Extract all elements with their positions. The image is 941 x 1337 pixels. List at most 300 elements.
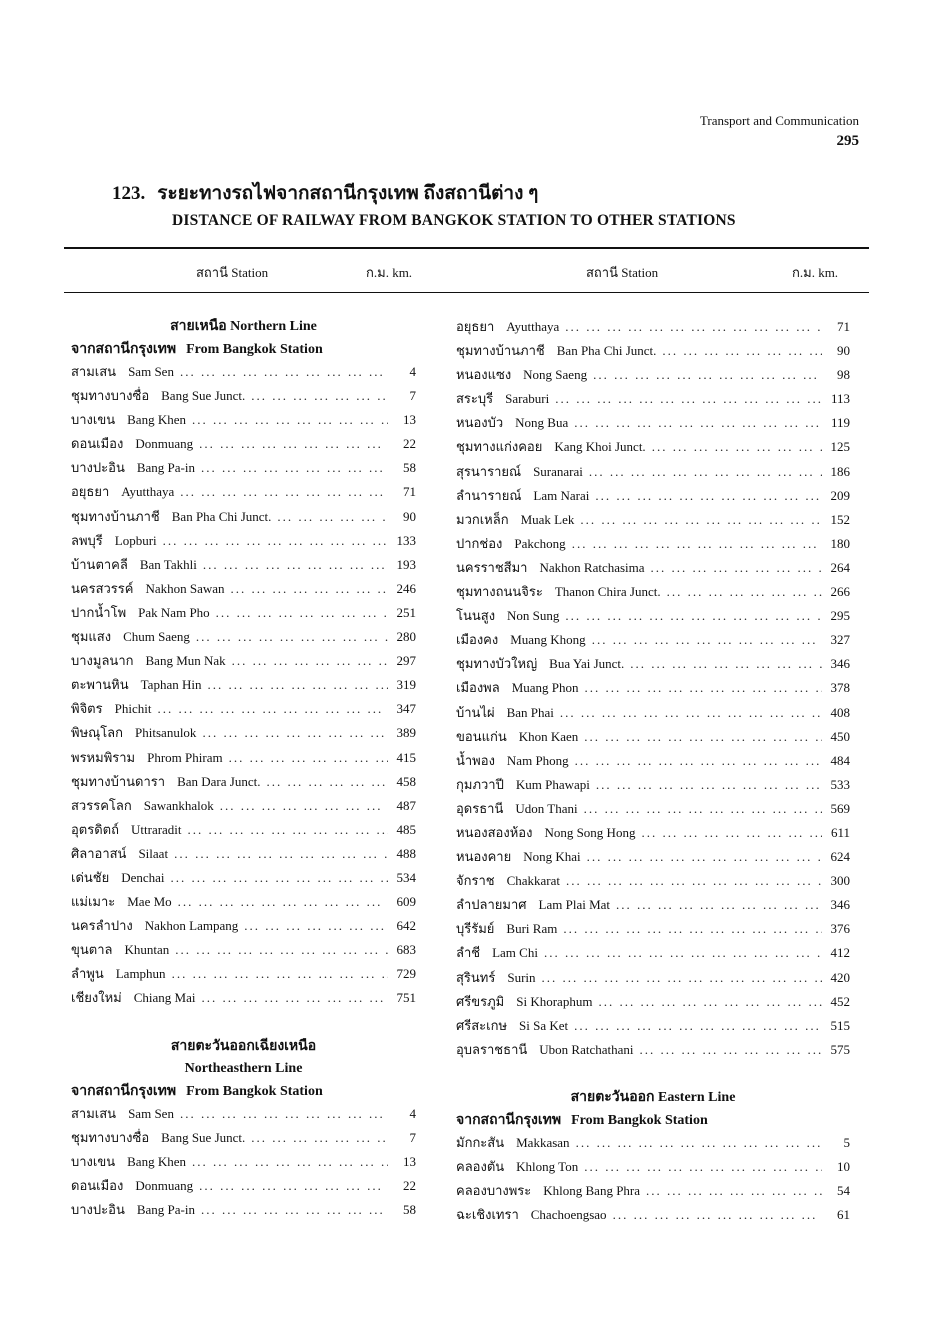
station-name-thai: บางเขน (71, 1153, 116, 1169)
leader-dots (251, 1130, 388, 1146)
northeastern-from-heading: จากสถานีกรุงเทพ From Bangkok Station (71, 1083, 323, 1099)
leader-dots (584, 729, 822, 745)
northeastern-line-heading-th: สายตะวันออกเฉียงเหนือ (170, 1038, 317, 1054)
leader-dots (201, 1202, 388, 1218)
station-name-thai: ชุมทางบัวใหญ่ (456, 656, 538, 672)
station-name-thai: พิษณุโลก (71, 725, 124, 741)
leader-dots (199, 1178, 388, 1194)
leader-dots (667, 584, 822, 600)
station-name-english: Donmuang (135, 1177, 194, 1193)
station-name-thai: ขอนแก่น (456, 728, 507, 744)
station-name-english: Phrom Phiram (147, 749, 223, 765)
station-row (71, 1151, 416, 1175)
distance-km: 54 (837, 1183, 850, 1199)
leader-dots (555, 391, 822, 407)
station-name-thai: บ้านตาคลี (71, 556, 128, 572)
station-name-thai: นครราชสีมา (456, 559, 528, 575)
leader-dots (574, 415, 822, 431)
station-name-english: Muang Phon (511, 680, 579, 696)
station-name-thai: เมืองพล (456, 680, 500, 696)
distance-km: 264 (830, 559, 850, 575)
station-row (71, 457, 416, 481)
distance-km: 71 (403, 484, 416, 500)
leader-dots (652, 439, 822, 455)
station-name-english: Si Khoraphum (516, 993, 593, 1009)
station-name-thai: ปากช่อง (456, 535, 503, 551)
distance-km: 119 (830, 415, 850, 431)
station-name-english: Pakchong (514, 535, 566, 551)
station-row (456, 629, 850, 653)
distance-km: 319 (396, 677, 416, 693)
distance-km: 327 (830, 632, 850, 648)
distance-km: 611 (830, 824, 850, 840)
station-row (71, 506, 416, 530)
station-name-english: Bua Yai Junct. (549, 656, 625, 672)
station-name-thai: น้ำพอง (456, 752, 495, 768)
station-row (71, 1199, 416, 1223)
distance-km: 4 (409, 1105, 416, 1121)
station-name-english: Uttraradit (131, 821, 182, 837)
station-name-english: Ban Dara Junct. (177, 773, 261, 789)
title-english: DISTANCE OF RAILWAY FROM BANGKOK STATION TO OTHER STATIONS (172, 212, 736, 229)
station-name-english: Chachoengsao (530, 1207, 607, 1223)
station-name-english: Thanon Chira Junct. (554, 584, 661, 600)
station-row (71, 843, 416, 867)
distance-km: 186 (830, 463, 850, 479)
leader-dots (575, 753, 822, 769)
leader-dots (251, 388, 388, 404)
station-name-english: Nong Saeng (523, 367, 588, 383)
station-name-thai: ศรีสะเกษ (456, 1017, 508, 1033)
station-row (71, 867, 416, 891)
northeastern-line-heading-en: Northeasthern Line (184, 1060, 303, 1076)
right-column (456, 316, 850, 1228)
station-row (456, 1132, 850, 1156)
station-name-english: Suranarai (533, 463, 583, 479)
leader-dots (180, 484, 388, 500)
leader-dots (199, 436, 388, 452)
station-row (456, 991, 850, 1015)
station-name-thai: นครลำปาง (71, 918, 133, 934)
distance-km: 378 (830, 680, 850, 696)
station-name-thai: อยุธยา (71, 484, 110, 500)
leader-dots (180, 1106, 388, 1122)
distance-km: 10 (837, 1159, 850, 1174)
leader-dots (651, 560, 822, 576)
distance-km: 295 (830, 608, 850, 624)
station-row (456, 653, 850, 677)
leader-dots (231, 581, 388, 597)
station-row (456, 798, 850, 822)
station-row (71, 722, 416, 746)
col-head-km-right: ก.ม. km. (792, 265, 839, 280)
station-row (456, 340, 850, 364)
distance-km: 346 (830, 897, 850, 913)
distance-km: 729 (396, 966, 416, 982)
distance-km: 534 (396, 869, 416, 885)
distance-km: 7 (409, 1129, 416, 1145)
station-name-thai: หนองแซง (456, 367, 512, 383)
station-name-thai: คลองบางพระ (456, 1183, 532, 1199)
distance-km: 251 (396, 604, 416, 620)
station-row (71, 674, 416, 698)
station-name-english: Nakhon Lampang (144, 918, 239, 934)
station-name-thai: หนองสองห้อง (456, 824, 533, 840)
table-number: 123. (112, 183, 146, 204)
station-row (456, 1015, 850, 1039)
station-row (456, 581, 850, 605)
distance-km: 5 (843, 1134, 850, 1150)
station-name-thai: เมืองคง (456, 632, 499, 648)
distance-km: 300 (830, 873, 850, 889)
station-name-thai: สามเสน (71, 1105, 117, 1121)
distance-km: 58 (403, 460, 416, 476)
station-name-thai: สระบุรี (456, 391, 494, 407)
station-row (71, 530, 416, 554)
distance-km: 246 (396, 580, 416, 596)
station-name-english: Nakhon Ratchasima (539, 559, 645, 575)
northern-rows (71, 361, 416, 1012)
eastern-rows (456, 1132, 850, 1228)
station-name-thai: สุรนารายณ์ (456, 463, 522, 479)
leader-dots (163, 533, 388, 549)
distance-km: 415 (396, 749, 416, 765)
station-name-thai: ขุนตาล (71, 942, 113, 958)
station-name-thai: ลำชี (456, 945, 481, 961)
distance-km: 485 (396, 821, 416, 837)
left-column (71, 316, 416, 1223)
station-row (71, 385, 416, 409)
eastern-line-heading: สายตะวันออก Eastern Line (570, 1089, 736, 1105)
station-name-english: Lopburi (114, 532, 157, 548)
station-name-thai: แม่เมาะ (71, 894, 116, 910)
leader-dots (266, 774, 388, 790)
station-name-english: Taphan Hin (140, 677, 202, 693)
leader-dots (196, 629, 388, 645)
distance-km: 412 (830, 945, 850, 961)
station-name-english: Chiang Mai (133, 990, 196, 1006)
station-name-thai: บ้านไผ่ (456, 704, 495, 720)
leader-dots (560, 705, 822, 721)
station-row (71, 361, 416, 385)
station-name-english: Si Sa Ket (519, 1017, 569, 1033)
col-head-km-left: ก.ม. km. (366, 265, 413, 280)
station-name-english: Saraburi (505, 391, 550, 407)
eastern-from-heading: จากสถานีกรุงเทพ From Bangkok Station (456, 1112, 708, 1128)
distance-km: 22 (403, 1177, 416, 1193)
leader-dots (216, 605, 388, 621)
station-name-english: Kum Phawapi (515, 776, 590, 792)
station-name-english: Chakkarat (506, 873, 561, 889)
station-name-thai: หนองบัว (456, 415, 504, 431)
distance-km: 113 (830, 391, 850, 407)
leader-dots (595, 488, 822, 504)
station-name-english: Bang Sue Junct. (161, 1129, 246, 1145)
station-name-thai: บุรีรัมย์ (456, 921, 495, 937)
station-name-thai: ดอนเมือง (71, 436, 124, 452)
station-name-english: Bang Mun Nak (145, 653, 226, 669)
leader-dots (592, 632, 822, 648)
distance-km: 280 (396, 629, 416, 645)
station-row (71, 771, 416, 795)
leader-dots (201, 460, 388, 476)
leader-dots (192, 1154, 388, 1170)
leader-dots (587, 849, 822, 865)
station-name-english: Donmuang (135, 436, 194, 452)
station-name-thai: ปากน้ำโพ (71, 604, 127, 620)
station-name-thai: กุมภวาปี (456, 776, 504, 792)
station-row (71, 819, 416, 843)
distance-km: 458 (396, 773, 416, 789)
station-name-english: Ban Pha Chi Junct. (556, 343, 657, 359)
distance-km: 98 (837, 367, 850, 383)
distance-km: 346 (830, 656, 850, 672)
station-name-thai: ชุมทางบางซื่อ (71, 388, 150, 404)
leader-dots (585, 680, 822, 696)
station-row (71, 602, 416, 626)
station-name-thai: พิจิตร (71, 701, 103, 717)
distance-km: 609 (396, 894, 416, 910)
station-name-thai: อยุธยา (456, 319, 495, 334)
title-thai: ระยะทางรถไฟจากสถานีกรุงเทพ ถึงสถานีต่าง ๆ (157, 183, 539, 204)
leader-dots (584, 801, 822, 817)
station-name-thai: อุดรธานี (456, 800, 504, 816)
leader-dots (174, 846, 388, 862)
leader-dots (175, 942, 388, 958)
station-row (71, 650, 416, 674)
leader-dots (662, 343, 822, 359)
station-name-thai: มวกเหล็ก (456, 511, 509, 527)
distance-km: 389 (396, 725, 416, 741)
station-row (456, 677, 850, 701)
distance-km: 347 (396, 701, 416, 717)
station-name-thai: พรหมพิราม (71, 749, 136, 765)
station-name-thai: ลำปลายมาศ (456, 897, 527, 913)
station-row (456, 726, 850, 750)
leader-dots (180, 364, 388, 380)
station-name-english: Muang Khong (510, 632, 586, 648)
station-name-thai: ชุมทางบ้านภาชี (71, 508, 160, 524)
leader-dots (207, 677, 388, 693)
station-name-english: Bang Pa-in (136, 1201, 195, 1217)
station-row (456, 1039, 850, 1063)
station-name-english: Phichit (114, 701, 152, 717)
station-name-english: Ayutthaya (506, 319, 560, 334)
station-name-english: Bang Sue Junct. (161, 388, 246, 404)
station-row (71, 747, 416, 771)
leader-dots (565, 608, 822, 624)
header-rule (64, 292, 869, 293)
station-name-thai: ชุมทางบ้านภาชี (456, 343, 545, 359)
station-name-english: Ubon Ratchathani (539, 1041, 634, 1057)
leader-dots (641, 825, 822, 841)
station-name-english: Sam Sen (128, 364, 174, 379)
station-name-english: Lamphun (115, 966, 166, 982)
station-row (456, 822, 850, 846)
station-name-english: Ban Takhli (139, 556, 197, 572)
station-name-thai: เด่นชัย (71, 869, 110, 885)
distance-km: 90 (403, 508, 416, 524)
leader-dots (584, 1159, 822, 1175)
station-row (456, 461, 850, 485)
col-head-station-left: สถานี Station (196, 265, 269, 280)
station-row (456, 1204, 850, 1228)
station-row (456, 774, 850, 798)
station-row (71, 963, 416, 987)
leader-dots (192, 412, 388, 428)
top-rule (64, 247, 869, 249)
station-name-thai: ลพบุรี (71, 532, 103, 548)
distance-km: 487 (396, 797, 416, 813)
leader-dots (188, 822, 388, 838)
station-name-english: Ayutthaya (121, 484, 175, 500)
leader-dots (172, 966, 388, 982)
distance-km: 376 (830, 921, 850, 937)
distance-km: 22 (403, 436, 416, 452)
section-title: Transport and Communication (699, 113, 859, 128)
station-name-english: Silaat (138, 845, 169, 861)
station-row (71, 626, 416, 650)
distance-km: 569 (830, 800, 850, 816)
distance-km: 420 (830, 969, 850, 985)
distance-km: 90 (837, 343, 850, 359)
station-name-english: Buri Ram (506, 921, 558, 937)
station-row (456, 533, 850, 557)
station-name-thai: จักราช (456, 873, 495, 889)
distance-km: 13 (403, 1153, 416, 1169)
distance-km: 125 (830, 439, 850, 455)
station-row (456, 750, 850, 774)
station-row (456, 942, 850, 966)
leader-dots (598, 994, 822, 1010)
distance-km: 575 (830, 1041, 850, 1057)
leader-dots (232, 653, 388, 669)
leader-dots (220, 798, 388, 814)
station-name-thai: หนองคาย (456, 849, 512, 865)
station-name-english: Nam Phong (506, 752, 569, 768)
station-name-english: Khlong Bang Phra (543, 1183, 641, 1199)
station-name-english: Lam Chi (492, 945, 538, 961)
distance-km: 450 (830, 728, 850, 744)
leader-dots (566, 873, 822, 889)
station-name-thai: ตะพานหิน (71, 677, 129, 693)
station-name-thai: สวรรคโลก (71, 797, 132, 813)
station-name-english: Bang Khen (127, 412, 186, 428)
station-name-english: Pak Nam Pho (138, 604, 210, 620)
distance-km: 13 (403, 412, 416, 428)
leader-dots (201, 990, 388, 1006)
distance-km: 642 (396, 918, 416, 934)
station-row (71, 1127, 416, 1151)
leader-dots (277, 509, 388, 525)
leader-dots (229, 750, 388, 766)
leader-dots (203, 557, 388, 573)
station-row (71, 409, 416, 433)
distance-km: 533 (830, 776, 850, 792)
leader-dots (563, 921, 822, 937)
page-number: 295 (836, 133, 859, 149)
station-name-thai: คลองตัน (456, 1159, 505, 1174)
station-name-thai: ชุมทางถนนจิระ (456, 584, 543, 600)
leader-dots (646, 1183, 822, 1199)
distance-km: 7 (409, 388, 416, 404)
leader-dots (178, 894, 388, 910)
leader-dots (596, 777, 822, 793)
leader-dots (544, 945, 822, 961)
station-name-thai: บางปะอิน (71, 460, 125, 476)
station-name-english: Khon Kaen (518, 728, 579, 744)
station-name-english: Non Sung (507, 608, 560, 624)
station-row (456, 316, 850, 340)
station-row (456, 364, 850, 388)
station-row (456, 702, 850, 726)
station-row (71, 554, 416, 578)
leader-dots (616, 897, 822, 913)
station-row (456, 557, 850, 581)
station-name-thai: ชุมแสง (71, 629, 112, 645)
station-row (456, 509, 850, 533)
northern-from-heading: จากสถานีกรุงเทพ From Bangkok Station (71, 342, 323, 357)
station-name-thai: อุตรดิตถ์ (71, 821, 119, 837)
leader-dots (593, 367, 822, 383)
leader-dots (565, 319, 822, 335)
station-name-english: Bang Khen (127, 1153, 186, 1169)
station-row (456, 1180, 850, 1204)
station-row (456, 605, 850, 629)
station-name-thai: นครสวรรค์ (71, 580, 134, 596)
station-row (71, 795, 416, 819)
northeastern-cont-rows (456, 316, 850, 1063)
station-name-english: Bang Pa-in (136, 460, 195, 476)
station-row (456, 894, 850, 918)
leader-dots (572, 536, 822, 552)
station-name-english: Lam Plai Mat (538, 897, 611, 913)
leader-dots (640, 1042, 823, 1058)
station-name-thai: สามเสน (71, 364, 117, 379)
leader-dots (580, 512, 822, 528)
leader-dots (574, 1018, 822, 1034)
station-name-thai: บางมูลนาก (71, 653, 134, 669)
station-row (71, 987, 416, 1011)
station-row (456, 846, 850, 870)
station-name-english: Nakhon Sawan (145, 580, 225, 596)
station-name-thai: ชุมทางบ้านดารา (71, 773, 166, 789)
distance-km: 683 (396, 942, 416, 958)
station-name-thai: บางเขน (71, 412, 116, 428)
leader-dots (576, 1135, 822, 1151)
station-name-thai: สุรินทร์ (456, 969, 496, 985)
station-name-thai: โนนสูง (456, 608, 496, 624)
station-row (71, 939, 416, 963)
leader-dots (630, 656, 822, 672)
distance-km: 408 (830, 704, 850, 720)
leader-dots (542, 970, 822, 986)
running-header (700, 111, 859, 151)
station-row (456, 1156, 850, 1180)
station-row (456, 918, 850, 942)
leader-dots (157, 701, 388, 717)
distance-km: 180 (830, 535, 850, 551)
station-name-thai: มักกะสัน (456, 1134, 505, 1150)
distance-km: 61 (837, 1207, 850, 1223)
station-name-english: Sawankhalok (143, 797, 214, 813)
distance-km: 133 (396, 532, 416, 548)
leader-dots (589, 464, 822, 480)
distance-km: 297 (396, 653, 416, 669)
station-row (456, 870, 850, 894)
leader-dots (202, 725, 388, 741)
table-title (112, 178, 832, 230)
